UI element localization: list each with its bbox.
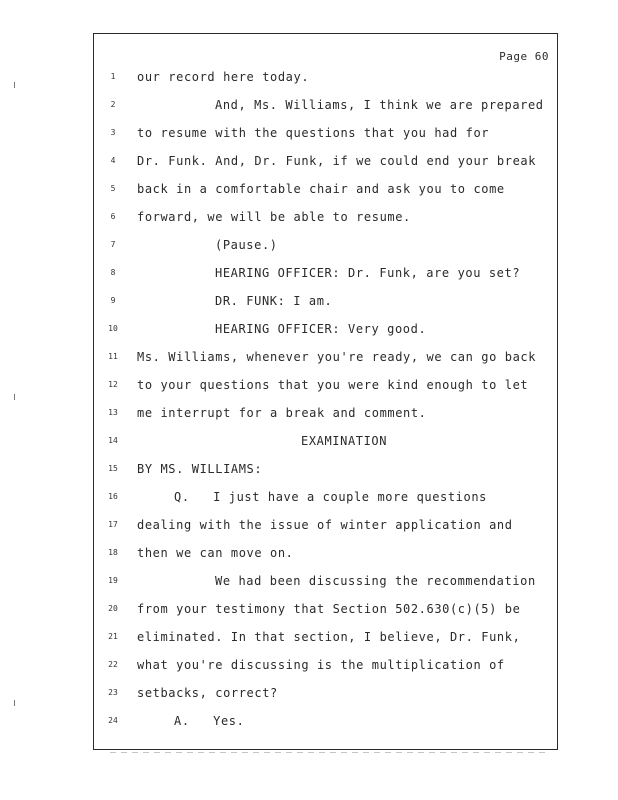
line-number: 1	[110, 72, 116, 81]
line-number: 7	[110, 240, 116, 249]
line-number: 15	[108, 464, 118, 473]
line-number: 12	[108, 380, 118, 389]
transcript-line: to your questions that you were kind enough to let	[137, 378, 529, 392]
line-number: 20	[108, 604, 118, 613]
transcript-line: forward, we will be able to resume.	[137, 210, 411, 224]
line-number: 21	[108, 632, 118, 641]
transcript-line: Q. I just have a couple more questions	[174, 490, 487, 504]
transcript-line: And, Ms. Williams, I think we are prepared	[215, 98, 544, 112]
transcript-line: dealing with the issue of winter application and	[137, 518, 513, 532]
line-number: 13	[108, 408, 118, 417]
transcript-line: HEARING OFFICER: Very good.	[215, 322, 427, 336]
transcript-line: eliminated. In that section, I believe, Dr. Funk,	[137, 630, 521, 644]
transcript-line: setbacks, correct?	[137, 686, 278, 700]
transcript-line: our record here today.	[137, 70, 310, 84]
line-number: 5	[110, 184, 116, 193]
transcript-line: from your testimony that Section 502.630(c)(5) be	[137, 602, 521, 616]
page-number: Page 60	[499, 50, 549, 63]
transcript-line: We had been discussing the recommendation	[215, 574, 536, 588]
transcript-line: then we can move on.	[137, 546, 294, 560]
transcript-line: HEARING OFFICER: Dr. Funk, are you set?	[215, 266, 521, 280]
transcript-line: Ms. Williams, whenever you're ready, we can go back	[137, 350, 537, 364]
margin-mark	[14, 700, 15, 706]
line-number: 16	[108, 492, 118, 501]
transcript-line: DR. FUNK: I am.	[215, 294, 333, 308]
transcript-line: A. Yes.	[174, 714, 245, 728]
line-number: 4	[110, 156, 116, 165]
line-number: 2	[110, 100, 116, 109]
line-number: 23	[108, 688, 118, 697]
line-number: 17	[108, 520, 118, 529]
line-number: 10	[108, 324, 118, 333]
line-number: 22	[108, 660, 118, 669]
transcript-line: what you're discussing is the multiplication of	[137, 658, 505, 672]
line-number: 3	[110, 128, 116, 137]
line-number: 9	[110, 296, 116, 305]
section-heading: EXAMINATION	[301, 434, 388, 448]
scan-artifact-rule	[110, 752, 550, 753]
margin-mark	[14, 394, 15, 400]
transcript-line: to resume with the questions that you had for	[137, 126, 490, 140]
margin-mark	[14, 82, 15, 88]
transcript-line: BY MS. WILLIAMS:	[137, 462, 263, 476]
line-number: 19	[108, 576, 118, 585]
transcript-line: Dr. Funk. And, Dr. Funk, if we could end your break	[137, 154, 537, 168]
line-number: 11	[108, 352, 118, 361]
transcript-line: me interrupt for a break and comment.	[137, 406, 427, 420]
line-number: 18	[108, 548, 118, 557]
line-number: 6	[110, 212, 116, 221]
transcript-line: back in a comfortable chair and ask you to come	[137, 182, 505, 196]
line-number: 14	[108, 436, 118, 445]
line-number: 24	[108, 716, 118, 725]
transcript-line: (Pause.)	[215, 238, 278, 252]
line-number: 8	[110, 268, 116, 277]
